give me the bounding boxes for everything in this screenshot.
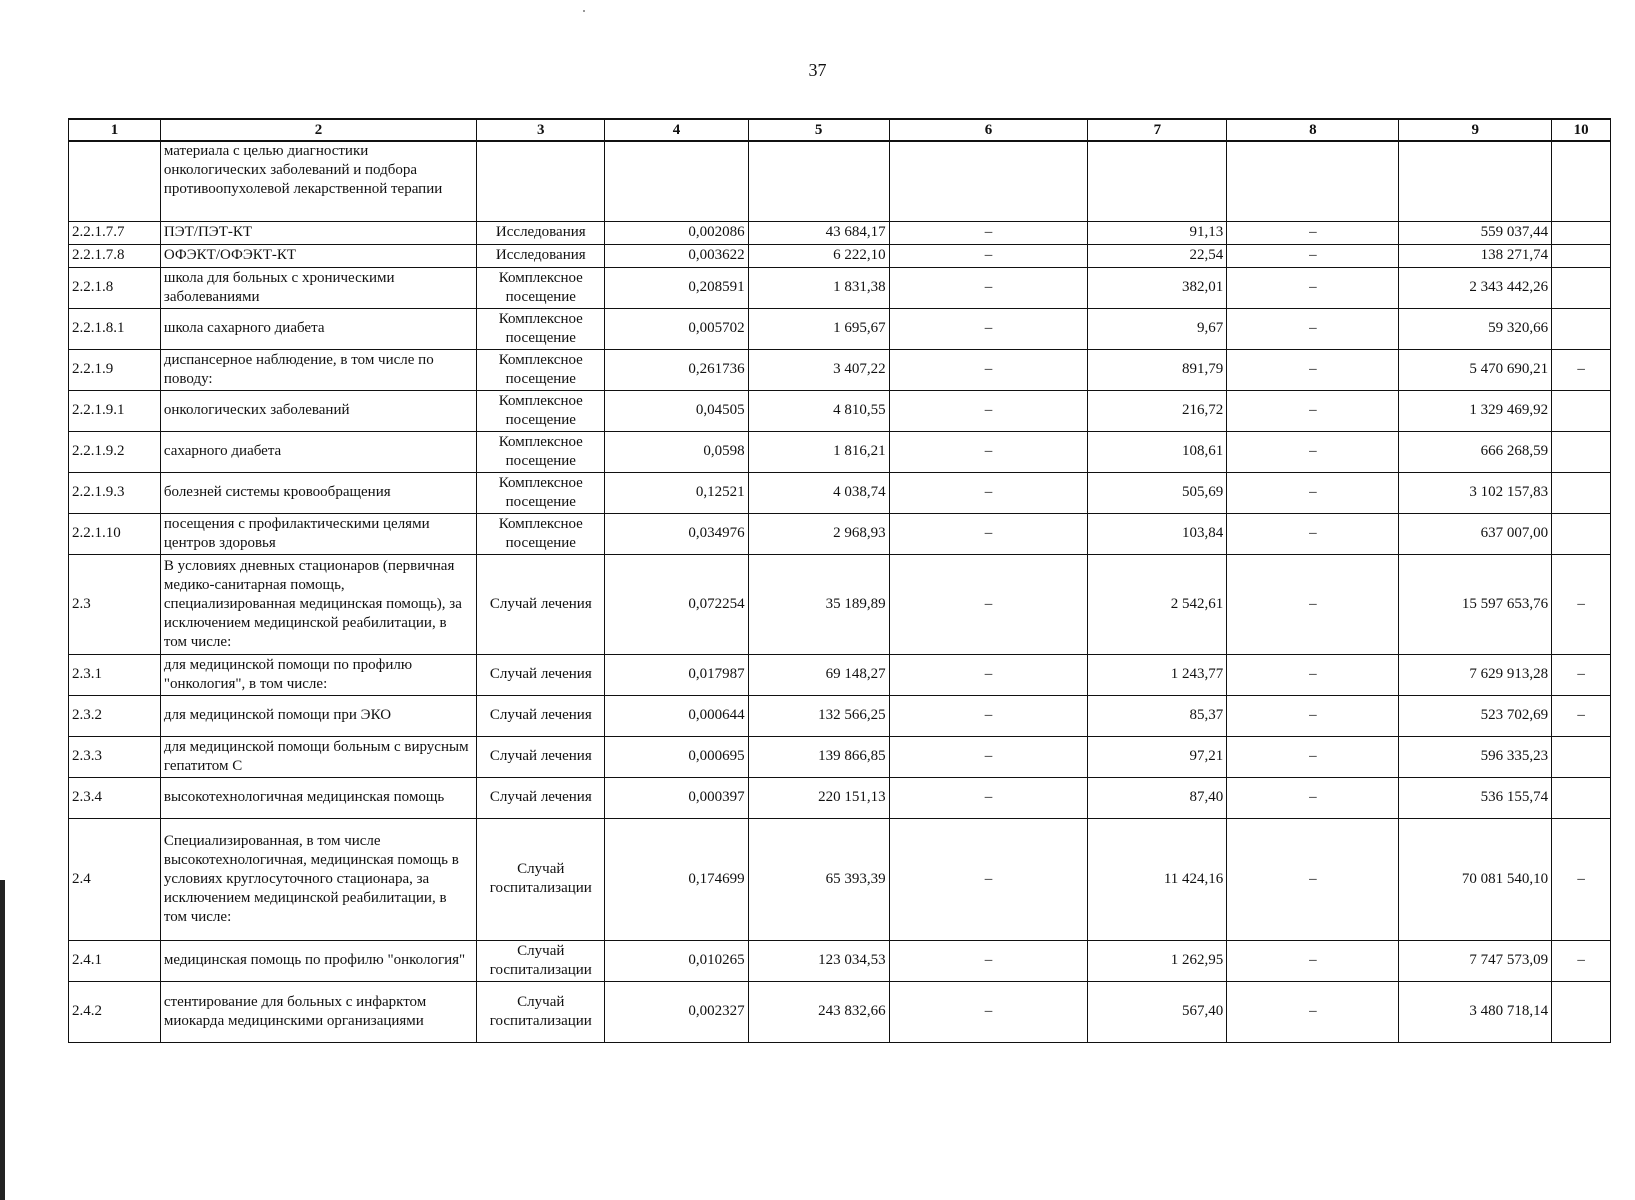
cell-unit: Комплексное посещение [477,349,605,390]
cell-c5: 4 810,55 [748,390,889,431]
cell-c10 [1552,141,1611,221]
cell-c5: 1 695,67 [748,308,889,349]
cell-c7: 97,21 [1088,736,1227,777]
cell-name: медицинская помощь по профилю "онкология" [160,940,476,981]
cell-c9: 5 470 690,21 [1399,349,1552,390]
cell-c10: – [1552,349,1611,390]
cell-c8: – [1227,267,1399,308]
cell-c4: 0,174699 [605,818,748,940]
cell-c9: 1 329 469,92 [1399,390,1552,431]
table-row [69,308,1611,349]
cell-c5: 35 189,89 [748,554,889,654]
cell-unit: Комплексное посещение [477,431,605,472]
col-header: 3 [477,119,605,141]
cell-name: стентирование для больных с инфарктом миокарда медицинскими организациями [160,981,476,1042]
table-row [69,390,1611,431]
cell-unit: Комплексное посещение [477,513,605,554]
col-header: 5 [748,119,889,141]
table-row [69,736,1611,777]
cell-c10 [1552,736,1611,777]
col-header: 9 [1399,119,1552,141]
col-header: 6 [889,119,1088,141]
cell-code: 2.2.1.7.7 [69,221,161,244]
cell-name: диспансерное наблюдение, в том числе по поводу: [160,349,476,390]
cell-c5: 243 832,66 [748,981,889,1042]
cell-c6 [889,141,1088,221]
cell-c5: 139 866,85 [748,736,889,777]
scan-dot [583,10,585,12]
cell-unit: Случай госпитализации [477,818,605,940]
cell-c4: 0,12521 [605,472,748,513]
cell-c4: 0,261736 [605,349,748,390]
cell-c4: 0,000644 [605,695,748,736]
cell-c5: 43 684,17 [748,221,889,244]
cell-c10 [1552,981,1611,1042]
cell-code: 2.3.4 [69,777,161,818]
cell-c4 [605,141,748,221]
cell-c10 [1552,390,1611,431]
col-header: 2 [160,119,476,141]
cell-c8: – [1227,695,1399,736]
cell-c10 [1552,267,1611,308]
cell-unit: Исследования [477,244,605,267]
cell-c8: – [1227,390,1399,431]
cell-c7: 382,01 [1088,267,1227,308]
table-row [69,472,1611,513]
cell-c6: – [889,513,1088,554]
cell-c8: – [1227,736,1399,777]
cell-code: 2.3.1 [69,654,161,695]
cell-c8: – [1227,221,1399,244]
cell-c8 [1227,141,1399,221]
cell-unit: Комплексное посещение [477,308,605,349]
cell-c6: – [889,818,1088,940]
table-row [69,940,1611,981]
table-row [69,554,1611,654]
cell-name: В условиях дневных стационаров (первичная медико-санитарная помощь, специализированная медицинская помощь), за исключением медицинской реабилитации, в том числе: [160,554,476,654]
cell-name: школа для больных с хроническими заболеваниями [160,267,476,308]
cell-c7: 9,67 [1088,308,1227,349]
table-row [69,431,1611,472]
table-row [69,818,1611,940]
cell-code: 2.3 [69,554,161,654]
cell-unit: Комплексное посещение [477,472,605,513]
cell-code: 2.2.1.8.1 [69,308,161,349]
cell-c8: – [1227,431,1399,472]
cell-c10 [1552,777,1611,818]
cell-name: школа сахарного диабета [160,308,476,349]
table-body [69,141,1611,1042]
cell-c6: – [889,431,1088,472]
cell-c8: – [1227,981,1399,1042]
cell-c10: – [1552,818,1611,940]
table-row [69,244,1611,267]
cell-c5: 1 816,21 [748,431,889,472]
cell-name: ПЭТ/ПЭТ-КТ [160,221,476,244]
table-row [69,141,1611,221]
cell-c4: 0,000695 [605,736,748,777]
cell-c6: – [889,736,1088,777]
table-row [69,349,1611,390]
table-row [69,513,1611,554]
cell-c7: 108,61 [1088,431,1227,472]
cell-c6: – [889,981,1088,1042]
cell-name: материала с целью диагностики онкологических заболеваний и подбора противоопухолевой лекарственной терапии [160,141,476,221]
cell-unit: Случай госпитализации [477,981,605,1042]
cell-c10 [1552,431,1611,472]
cell-c8: – [1227,472,1399,513]
cell-c6: – [889,472,1088,513]
cell-c9 [1399,141,1552,221]
cell-unit: Случай госпитализации [477,940,605,981]
cell-c4: 0,0598 [605,431,748,472]
cell-c7: 1 243,77 [1088,654,1227,695]
table-row [69,695,1611,736]
cell-code: 2.2.1.8 [69,267,161,308]
cell-c8: – [1227,308,1399,349]
cell-c10: – [1552,554,1611,654]
cell-c7: 85,37 [1088,695,1227,736]
cell-c7: 567,40 [1088,981,1227,1042]
cell-c9: 138 271,74 [1399,244,1552,267]
cell-c5 [748,141,889,221]
cell-c8: – [1227,654,1399,695]
cell-c10 [1552,308,1611,349]
cell-c7: 91,13 [1088,221,1227,244]
cell-unit: Случай лечения [477,554,605,654]
cell-c6: – [889,308,1088,349]
cell-c6: – [889,940,1088,981]
col-header: 4 [605,119,748,141]
cell-c5: 3 407,22 [748,349,889,390]
cell-c9: 7 629 913,28 [1399,654,1552,695]
cell-c9: 3 102 157,83 [1399,472,1552,513]
cell-c7: 87,40 [1088,777,1227,818]
cell-c10: – [1552,695,1611,736]
scan-edge [0,880,5,1200]
cell-code [69,141,161,221]
cell-unit [477,141,605,221]
cell-name: ОФЭКТ/ОФЭКТ-КТ [160,244,476,267]
cell-c5: 1 831,38 [748,267,889,308]
cell-unit: Случай лечения [477,695,605,736]
cell-c7: 505,69 [1088,472,1227,513]
cell-c4: 0,002327 [605,981,748,1042]
cell-unit: Комплексное посещение [477,390,605,431]
cell-c5: 65 393,39 [748,818,889,940]
table-row [69,267,1611,308]
cell-c6: – [889,349,1088,390]
cell-c5: 6 222,10 [748,244,889,267]
cell-code: 2.4.2 [69,981,161,1042]
cell-c7: 1 262,95 [1088,940,1227,981]
cell-c10 [1552,472,1611,513]
cell-c8: – [1227,777,1399,818]
cell-code: 2.2.1.9.3 [69,472,161,513]
cell-c9: 559 037,44 [1399,221,1552,244]
cell-c6: – [889,695,1088,736]
col-header: 8 [1227,119,1399,141]
cell-c8: – [1227,349,1399,390]
cell-code: 2.2.1.10 [69,513,161,554]
cell-name: высокотехнологичная медицинская помощь [160,777,476,818]
cell-c8: – [1227,513,1399,554]
cell-name: болезней системы кровообращения [160,472,476,513]
cell-code: 2.3.3 [69,736,161,777]
cell-c5: 132 566,25 [748,695,889,736]
cell-c9: 523 702,69 [1399,695,1552,736]
cell-c6: – [889,654,1088,695]
cell-c8: – [1227,818,1399,940]
cell-c6: – [889,244,1088,267]
cell-c6: – [889,777,1088,818]
cell-c6: – [889,554,1088,654]
cell-c9: 15 597 653,76 [1399,554,1552,654]
cell-c7: 103,84 [1088,513,1227,554]
cell-c9: 70 081 540,10 [1399,818,1552,940]
cell-c9: 59 320,66 [1399,308,1552,349]
cell-c7 [1088,141,1227,221]
cell-c9: 596 335,23 [1399,736,1552,777]
cell-c4: 0,208591 [605,267,748,308]
cell-c9: 3 480 718,14 [1399,981,1552,1042]
cell-c6: – [889,267,1088,308]
page-number: 37 [808,60,827,80]
cell-c4: 0,010265 [605,940,748,981]
cell-c5: 69 148,27 [748,654,889,695]
col-header: 7 [1088,119,1227,141]
cell-c4: 0,005702 [605,308,748,349]
cell-unit: Исследования [477,221,605,244]
cell-c5: 2 968,93 [748,513,889,554]
cell-c5: 4 038,74 [748,472,889,513]
cell-c9: 666 268,59 [1399,431,1552,472]
cell-code: 2.4.1 [69,940,161,981]
table-row [69,221,1611,244]
cell-c4: 0,002086 [605,221,748,244]
cell-c9: 2 343 442,26 [1399,267,1552,308]
cell-c7: 22,54 [1088,244,1227,267]
cell-c4: 0,034976 [605,513,748,554]
cell-c10: – [1552,654,1611,695]
cell-code: 2.2.1.9.1 [69,390,161,431]
cell-c7: 891,79 [1088,349,1227,390]
cell-code: 2.4 [69,818,161,940]
cell-unit: Случай лечения [477,736,605,777]
cell-c8: – [1227,554,1399,654]
cell-name: сахарного диабета [160,431,476,472]
data-table [68,118,1611,1043]
table-row [69,654,1611,695]
cell-c7: 216,72 [1088,390,1227,431]
cell-name: посещения с профилактическими целями центров здоровья [160,513,476,554]
cell-code: 2.2.1.9 [69,349,161,390]
cell-code: 2.2.1.9.2 [69,431,161,472]
cell-name: онкологических заболеваний [160,390,476,431]
cell-c8: – [1227,244,1399,267]
table-row [69,777,1611,818]
cell-name: для медицинской помощи при ЭКО [160,695,476,736]
cell-c10 [1552,513,1611,554]
cell-name: для медицинской помощи больным с вирусным гепатитом С [160,736,476,777]
cell-c5: 123 034,53 [748,940,889,981]
cell-c9: 7 747 573,09 [1399,940,1552,981]
col-header: 10 [1552,119,1611,141]
cell-c7: 2 542,61 [1088,554,1227,654]
cell-name: Специализированная, в том числе высокотехнологичная, медицинская помощь в условиях круглосуточного стационара, за исключением медицинской реабилитации, в том числе: [160,818,476,940]
header-row [69,119,1611,141]
table-row [69,981,1611,1042]
cell-name: для медицинской помощи по профилю "онкология", в том числе: [160,654,476,695]
cell-c8: – [1227,940,1399,981]
cell-c9: 637 007,00 [1399,513,1552,554]
cell-c5: 220 151,13 [748,777,889,818]
cell-c4: 0,072254 [605,554,748,654]
cell-c4: 0,017987 [605,654,748,695]
cell-c9: 536 155,74 [1399,777,1552,818]
cell-c7: 11 424,16 [1088,818,1227,940]
cell-c6: – [889,390,1088,431]
cell-code: 2.2.1.7.8 [69,244,161,267]
cell-unit: Случай лечения [477,777,605,818]
cell-unit: Комплексное посещение [477,267,605,308]
cell-c4: 0,000397 [605,777,748,818]
col-header: 1 [69,119,161,141]
cell-unit: Случай лечения [477,654,605,695]
cell-code: 2.3.2 [69,695,161,736]
cell-c10 [1552,244,1611,267]
cell-c6: – [889,221,1088,244]
cell-c10 [1552,221,1611,244]
cell-c4: 0,04505 [605,390,748,431]
cell-c4: 0,003622 [605,244,748,267]
cell-c10: – [1552,940,1611,981]
